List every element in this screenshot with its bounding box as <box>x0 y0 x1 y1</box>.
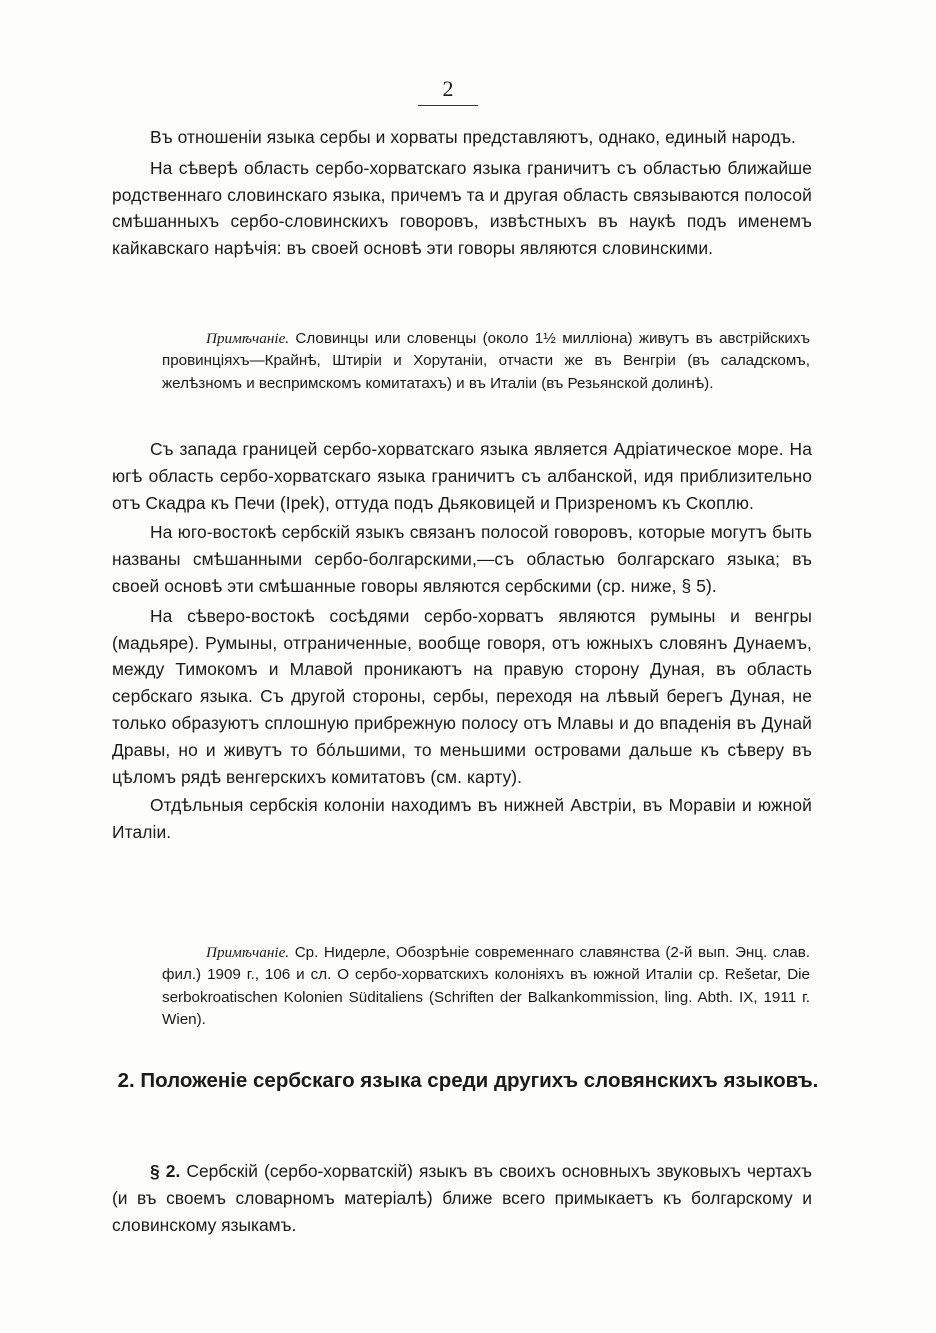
section-mark: § 2. <box>150 1161 181 1181</box>
page-number: 2 <box>418 76 478 106</box>
paragraph: На юго-востокѣ сербскій языкъ связанъ полосой говоровъ, которые могутъ быть названы смѣшанными сербо-болгарскими,—съ областью болгарскаго языка; въ своей основѣ эти смѣшанные говоры являются сербскими (ср. ниже, § 5). <box>112 522 812 596</box>
text-block-section-2 <box>112 1158 812 1238</box>
note-text: Словинцы или словенцы (около 1½ милліона) живутъ въ австрійскихъ провинціяхъ—Крайнѣ, Штиріи и Хорутаніи, отчасти же въ Венгріи (въ саладскомъ, желѣзномъ и веспримскомъ комитатахъ) и въ Италіи (въ Резьянской долинѣ). <box>162 330 810 392</box>
text-block-borders <box>112 436 812 846</box>
paragraph: На сѣверѣ область сербо-хорватскаго языка граничитъ съ областью ближайше родственнаго словинскаго языка, причемъ та и другая область связываются полосой смѣшанныхъ сербо-словинскихъ говоровъ, извѣстныхъ въ наукѣ подъ именемъ кайкавскаго нарѣчія: въ своей основѣ эти говоры являются словинскими. <box>112 157 812 259</box>
paragraph: Въ отношеніи языка сербы и хорваты представляютъ, однако, единый народъ. <box>150 127 796 147</box>
paragraph: Съ запада границей сербо-хорватскаго языка является Адріатическое море. На югѣ область сербо-хорватскаго языка граничитъ съ албанской, идя приблизительно отъ Скадра къ Печи (Ipek), оттуда подъ Дьяковицей и Призреномъ къ Скоплю. <box>112 439 812 513</box>
paragraph: На сѣверо-востокѣ сосѣдями сербо-хорватъ являются румыны и венгры (мадьяре). Румыны, отграниченные, вообще говоря, отъ южныхъ словянъ Дунаемъ, между Тимокомъ и Млавой проникаютъ на правую сторону Дуная, въ область сербскаго языка. Съ другой стороны, сербы, переходя на лѣвый берегъ Дуная, не только образуютъ сплошную прибрежную полосу отъ Млавы и до впаденія въ Дунай Дравы, но и живутъ то бóльшими, то меньшими островами дальше къ сѣверу въ цѣломъ рядѣ венгерскихъ комитатовъ (см. карту). <box>112 605 812 787</box>
text-block-intro <box>112 124 812 262</box>
section-heading: 2. Положеніе сербскаго языка среди другихъ словянскихъ языковъ. <box>117 1069 819 1092</box>
footnote-slovenes <box>162 328 810 395</box>
note-text: Ср. Нидерле, Обозрѣніе современнаго славянства (2-й вып. Энц. слав. фил.) 1909 г., 106 и сл. О сербо-хорватскихъ колоніяхъ въ южной Италіи ср. Rešetar, Die serbokroatischen Kolonien Süditaliens (Schriften der Balkankommission, ling. Abth. IX, 1911 г. Wien). <box>162 944 810 1029</box>
section-text: Сербскій (сербо-хорватскій) языкъ въ своихъ основныхъ звуковыхъ чертахъ (и въ своемъ словарномъ матеріалѣ) ближе всего примыкаетъ къ болгарскому и словинскому языкамъ. <box>112 1161 812 1235</box>
note-label: Примѣчаніе. <box>206 330 290 347</box>
note-label: Примѣчаніе. <box>206 944 290 961</box>
footnote-colonies <box>162 942 810 1032</box>
paragraph: Отдѣльныя сербскія колоніи находимъ въ нижней Австріи, въ Моравіи и южной Италіи. <box>112 795 812 843</box>
paragraph <box>112 1158 812 1238</box>
